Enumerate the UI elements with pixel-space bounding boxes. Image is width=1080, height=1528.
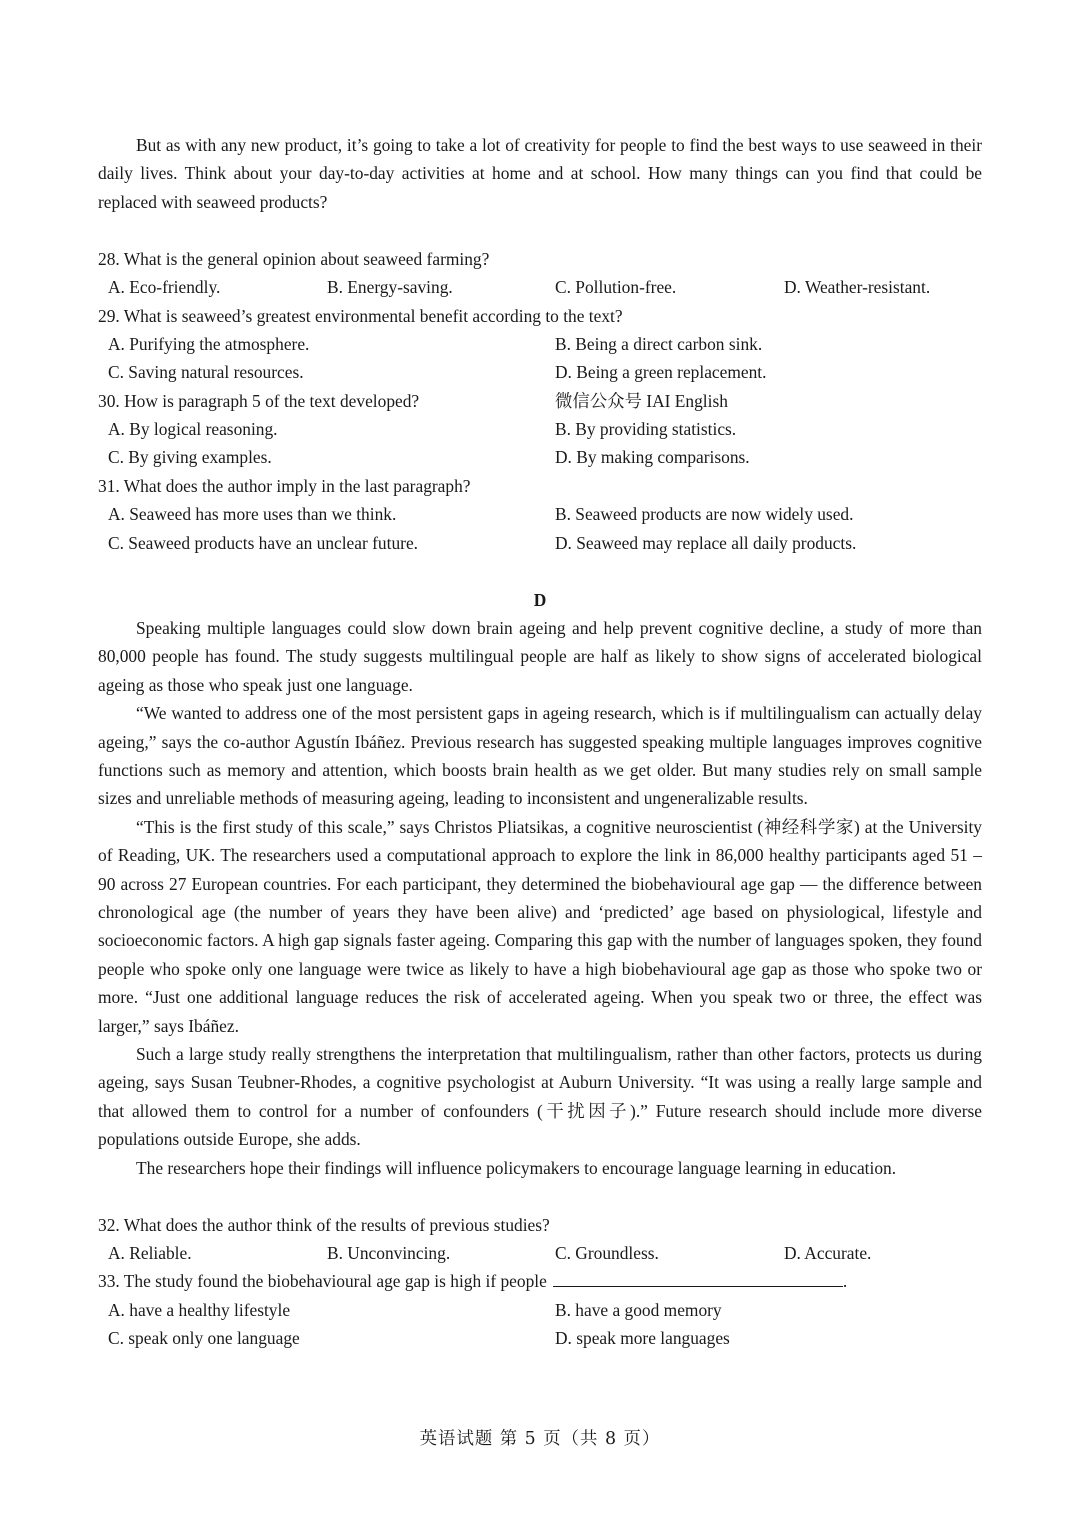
- option-d: D. Accurate.: [784, 1243, 872, 1263]
- question-30-options-row1: [98, 415, 982, 443]
- question-29-stem: 29. What is seaweed’s greatest environmental benefit according to the text?: [98, 305, 623, 326]
- question-31-options-row1: [98, 500, 982, 528]
- option-a: A. Seaweed has more uses than we think.: [108, 504, 397, 525]
- option-a: A. have a healthy lifestyle: [108, 1299, 291, 1320]
- question-32-options: [98, 1239, 982, 1267]
- watermark-text: 微信公众号 IAI English: [555, 390, 728, 411]
- option-b: B. Seaweed products are now widely used.: [555, 504, 854, 525]
- question-33-options-row2: [98, 1324, 982, 1352]
- option-a: A. Reliable.: [108, 1243, 192, 1263]
- option-b: B. have a good memory: [555, 1299, 722, 1320]
- question-30-line: [98, 387, 982, 415]
- option-b: B. Being a direct carbon sink.: [555, 333, 763, 354]
- question-28-options: [98, 273, 982, 301]
- option-b: B. By providing statistics.: [555, 419, 737, 440]
- intro-paragraph: But as with any new product, it’s going to take a lot of creativity for people to find the best ways to use seaweed in their daily lives. Think about your day-to-day activities at home and at school. How many things can you find that could be replaced with seaweed products?: [98, 135, 982, 212]
- spacer: [98, 1182, 982, 1211]
- question-30-options-row2: [98, 443, 982, 471]
- question-33-stem-end: .: [842, 1271, 848, 1292]
- option-a: A. Purifying the atmosphere.: [108, 333, 310, 354]
- option-a: A. Eco-friendly.: [108, 277, 221, 298]
- answer-blank[interactable]: [553, 1268, 843, 1287]
- option-d: D. Weather-resistant.: [784, 277, 931, 298]
- question-32-stem: 32. What does the author think of the results of previous studies?: [98, 1214, 550, 1235]
- option-a: A. By logical reasoning.: [108, 419, 278, 440]
- option-d: D. Being a green replacement.: [555, 362, 767, 383]
- question-31-options-row2: [98, 529, 982, 557]
- spacer: [98, 216, 982, 245]
- option-c: C. Groundless.: [555, 1243, 659, 1263]
- question-29-options-row1: [98, 330, 982, 358]
- section-d-paragraph-1: Speaking multiple languages could slow down brain ageing and help prevent cognitive decline, a study of more than 80,000 people has found. The study suggests multilingual people are half as likely to show signs of accelerated biological ageing as those who speak just one language.: [98, 617, 982, 695]
- page-footer: 英语试题 第 5 页（共 8 页）: [419, 1429, 661, 1449]
- option-c: C. Seaweed products have an unclear future.: [108, 532, 419, 553]
- spacer: [98, 557, 982, 586]
- option-c: C. Saving natural resources.: [108, 362, 304, 383]
- question-33-stem: 33. The study found the biobehavioural age gap is high if people: [98, 1271, 547, 1292]
- option-b: B. Unconvincing.: [327, 1243, 451, 1263]
- option-d: D. Seaweed may replace all daily products.: [555, 532, 857, 553]
- option-c: C. speak only one language: [108, 1328, 300, 1349]
- question-28-stem: 28. What is the general opinion about seaweed farming?: [98, 248, 490, 269]
- question-31-stem: 31. What does the author imply in the last paragraph?: [98, 475, 471, 496]
- question-33-stem-line: [98, 1267, 982, 1295]
- option-d: D. By making comparisons.: [555, 447, 750, 468]
- section-d-paragraph-3: “This is the first study of this scale,” says Christos Pliatsikas, a cognitive neuroscientist (神经科学家) at the University of Reading, UK. The researchers used a computational approach to explore the link in 86,000 healthy participants aged 51 – 90 across 27 European countries. For each participant, they determined the biobehavioural age gap — the difference between chronological age (the number of years they have been alive) and ‘predicted’ age based on physiological, lifestyle and socioeconomic factors. A high gap signals faster ageing. Comparing this gap with the number of languages spoken, they found people who spoke only one language were twice as likely to have a high biobehavioural age gap as those who spoke two or more. “Just one additional language reduces the risk of accelerated ageing. When you speak two or three, the effect was larger,” says Ibáñez.: [98, 816, 982, 1036]
- question-30-stem: 30. How is paragraph 5 of the text developed?: [98, 390, 420, 411]
- question-33-options-row1: [98, 1296, 982, 1324]
- section-d-paragraph-5: The researchers hope their findings will influence policymakers to encourage language learning in education.: [136, 1157, 897, 1178]
- option-b: B. Energy-saving.: [327, 277, 453, 298]
- option-d: D. speak more languages: [555, 1328, 730, 1349]
- exam-page: [98, 131, 982, 1353]
- question-29-options-row2: [98, 358, 982, 386]
- section-d-paragraph-4: Such a large study really strengthens the interpretation that multilingualism, rather than other factors, protects us during ageing, says Susan Teubner-Rhodes, a cognitive psychologist at Auburn University. “It was using a really large sample and that allowed them to control for a number of confounders (干扰因子).” Future research should include more diverse populations outside Europe, she adds.: [98, 1044, 982, 1150]
- section-d-paragraph-2: “We wanted to address one of the most persistent gaps in ageing research, which is if multilingualism can actually delay ageing,” says the co-author Agustín Ibáñez. Previous research has suggested speaking multiple languages improves cognitive functions such as memory and attention, which boosts brain health as we get older. But many studies rely on small sample sizes and unreliable methods of measuring ageing, leading to inconsistent and ungeneralizable results.: [98, 703, 982, 809]
- option-c: C. By giving examples.: [108, 447, 272, 468]
- option-c: C. Pollution-free.: [555, 277, 677, 298]
- section-d-title: D: [533, 589, 547, 610]
